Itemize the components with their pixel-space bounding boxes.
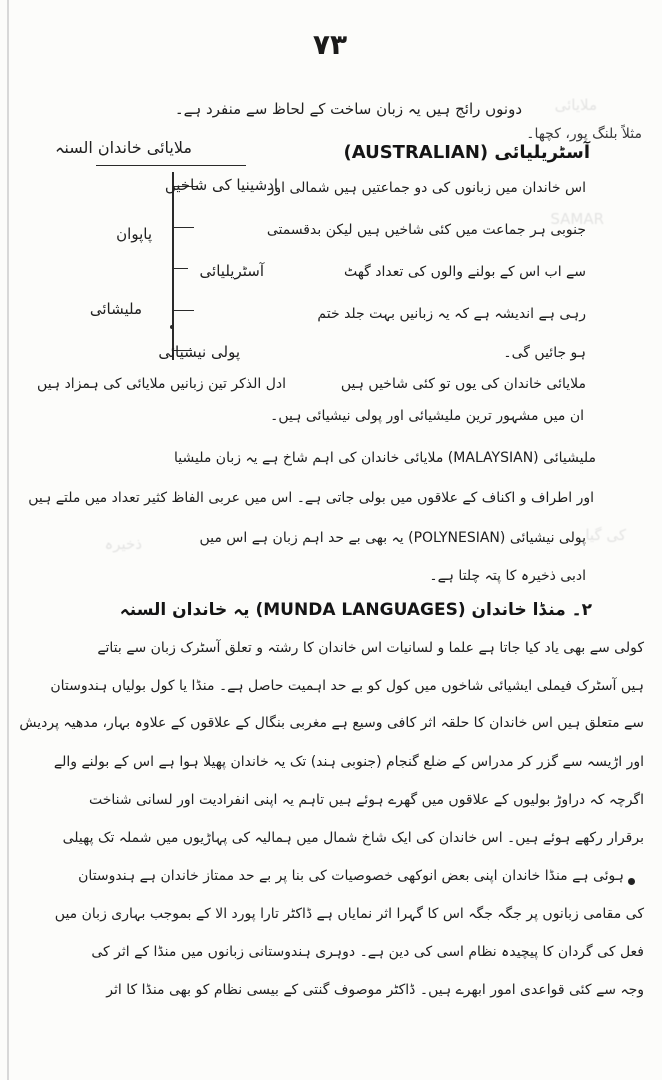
tree-branch-line	[174, 227, 194, 228]
text-line: فعل کی گردان کا پیچیدہ نظام اسی کی دین ہے۔ دوہری ہندوستانی زبانوں میں منڈا کے اثر کی	[91, 944, 644, 960]
text-line: ہوئی ہے منڈا خاندان اپنی بعض انوکھی خصوصیات کی بنا پر بے حد ممتاز خاندان ہے ہندوستان	[78, 868, 624, 884]
text-line: رہی ہے اندیشہ ہے کہ یہ زبانیں بہت جلد ختم	[317, 306, 586, 322]
text-line: وجہ سے کئی قواعدی امور ابھرے ہیں۔ ڈاکٹر موصوف گنتی کے بیسی نظام کو بھی منڈا کا اثر	[106, 982, 644, 998]
text-line: برقرار رکھے ہوئے ہیں۔ اس خاندان کی ایک شاخ شمال میں ہمالیہ کی پہاڑیوں میں شملہ تک پھیلی	[62, 830, 644, 846]
tree-branch-line	[174, 268, 188, 269]
bleed-through-text: SAMAR	[550, 210, 604, 228]
tree-item: ادشینیا کی شاخیں	[164, 176, 278, 194]
text-line: ہو جائیں گی۔	[503, 345, 586, 361]
text-line: کولی سے بھی یاد کیا جاتا ہے علما و لسانیات اس خاندان کا رشتہ و تعلق آسٹرک زبان سے بتاتے	[97, 640, 644, 656]
text-line: اور اطراف و اکناف کے علاقوں میں بولی جاتی ہے۔ اس میں عربی الفاظ کثیر تعداد میں ملتے ہیں	[28, 490, 594, 506]
page-number: ۷۳	[312, 28, 348, 61]
bleed-through-text: ملایائی	[554, 96, 597, 114]
tree-title: ملایائی خاندان السنہ	[54, 138, 192, 157]
margin-bullet	[628, 878, 635, 885]
tree-item: آسٹریلیائی	[199, 262, 264, 280]
bleed-through-text: کی گیا	[585, 526, 626, 544]
tree-vertical-line	[172, 172, 174, 360]
text-line: سے اب اس کے بولنے والوں کی تعداد گھٹ	[343, 264, 586, 280]
tree-item: پاپوان	[116, 225, 152, 243]
text-line: مثلاً بلنگ پور، کچھا۔	[526, 126, 642, 142]
tree-item: ملیشائی	[89, 300, 142, 318]
text-line: ملایائی خاندان کی یوں تو کئی شاخیں ہیں	[340, 376, 586, 392]
text-line: سے متعلق ہیں اس خاندان کا حلقہ اثر کافی وسیع ہے مغربی بنگال کے علاقوں کے علاوہ بہار، مدھیہ پردیش	[19, 715, 644, 731]
bleed-through-text: ذخیرہ	[104, 535, 142, 553]
text-line: ہیں آسٹرک فیملی ایشیائی شاخوں میں کول کو بے حد اہمیت حاصل ہے۔ منڈا یا کول بولیاں ہندوستان	[50, 678, 644, 694]
text-line: جنوبی ہر جماعت میں کئی شاخیں ہیں لیکن بدقسمتی	[266, 222, 586, 238]
text-line: دونوں رائج ہیں یہ زبان ساخت کے لحاظ سے منفرد ہے۔	[174, 100, 522, 118]
text-line: اس خاندان میں زبانوں کی دو جماعتیں ہیں شمالی اور	[267, 180, 586, 196]
text-line: اگرچہ کہ دراوڑ بولیوں کے علاقوں میں گھرے ہوئے ہیں تاہم یہ اپنی انفرادیت اور لسانی شناخت	[88, 792, 644, 808]
text-line: ادل الذکر تین زبانیں ملایائی کی ہمزاد ہیں	[37, 376, 286, 392]
text-line: ادبی ذخیرہ کا پتہ چلتا ہے۔	[429, 568, 586, 584]
text-line: کی مقامی زبانوں پر جگہ جگہ اس کا گہرا اثر نمایاں ہے ڈاکٹر تارا پورد الا کے بموجب بہاری زبان میں	[54, 906, 644, 922]
tree-branch-line	[174, 310, 194, 311]
section-heading-australian: آسٹریلیائی (AUSTRALIAN)	[343, 142, 590, 163]
tree-node-dot	[170, 325, 174, 329]
tree-title-underline	[96, 165, 246, 166]
text-line: ان میں مشہور ترین ملیشیائی اور پولی نیشیائی ہیں۔	[270, 408, 584, 424]
section-heading-polynesian: پولی نیشیائی (POLYNESIAN) یہ بھی بے حد اہم زبان ہے اس میں	[199, 530, 586, 546]
section-heading-munda: ۲۔ منڈا خاندان (MUNDA LANGUAGES) یہ خاندان السنہ	[119, 600, 592, 620]
text-line: اور اڑیسہ سے گزر کر مدراس کے ضلع گنجام (جنوبی ہند) تک یہ خاندان پھیلا ہوا ہے اس کے بولنے والے	[53, 754, 644, 770]
scan-edge	[7, 0, 9, 1080]
section-heading-malaysian: ملیشیائی (MALAYSIAN) ملایائی خاندان کی اہم شاخ ہے یہ زبان ملیشیا	[174, 450, 596, 466]
tree-item: پولی نیشیائی	[158, 343, 240, 361]
